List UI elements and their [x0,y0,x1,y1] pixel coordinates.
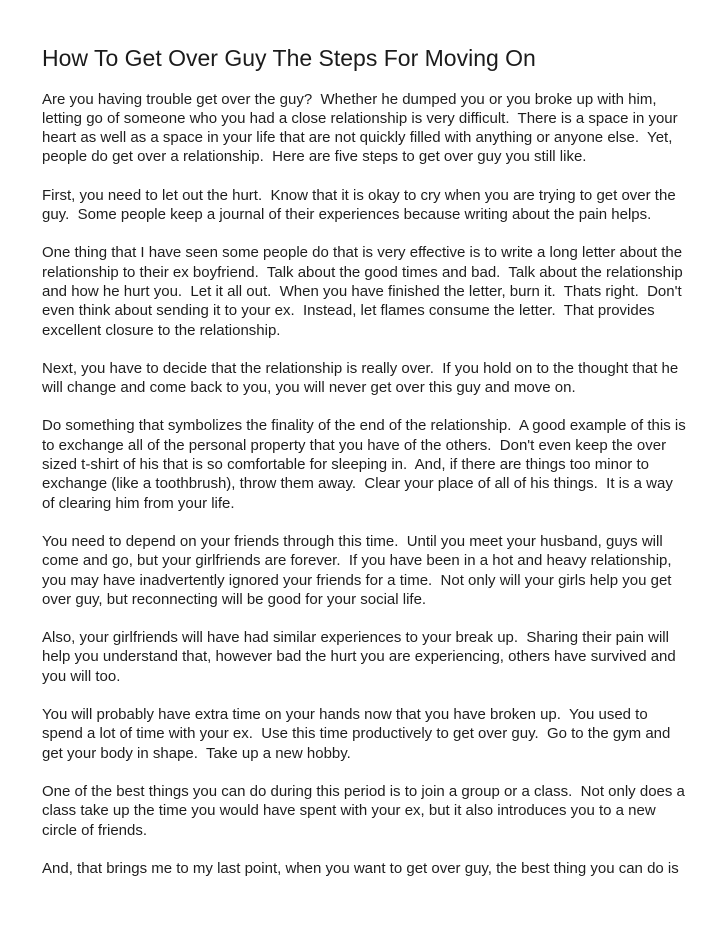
paragraph: You will probably have extra time on your hands now that you have broken up. You used to spend a lot of time with your ex. Use this time productively to get over guy. Go to the gym and get your body in shape. Take up a new hobby. [42,706,675,762]
paragraph: Do something that symbolizes the finality of the end of the relationship. A good example of this is to exchange all of the personal property that you have of the others. Don't even keep the over sized t-shirt of his that is so comfortable for sleeping in. And, if there are things too minor to exchange (like a toothbrush), throw them away. Clear your place of all of his things. It is a way of clearing him from your life. [42,417,690,512]
paragraph: Next, you have to decide that the relationship is really over. If you hold on to the thought that he will change and come back to you, you will never get over this guy and move on. [42,359,683,397]
paragraph: One of the best things you can do during this period is to join a group or a class. Not only does a class take up the time you would have spent with your ex, but it also introduces you to a new circle of friends. [42,782,690,839]
paragraph: Also, your girlfriends will have had similar experiences to your break up. Sharing their pain will help you understand that, however bad the hurt you are experiencing, others have survived and you will too. [42,629,680,685]
paragraph: And, that brings me to my last point, when you want to get over guy, the best thing you can do is [42,859,679,877]
paragraph: Are you having trouble get over the guy? Whether he dumped you or you broke up with him, letting go of someone who you had a close relationship is very difficult. There is a space in your heart as well as a space in your life that are not quickly filled with anything or anyone else. Yet, people do get over a relationship. Here are five steps to get over guy you still like. [42,90,682,166]
page-title: How To Get Over Guy The Steps For Moving On [42,45,536,71]
paragraph: You need to depend on your friends through this time. Until you meet your husband, guys will come and go, but your girlfriends are forever. If you have been in a hot and heavy relationship, you may have inadvertently ignored your friends for a time. Not only will your girls help you get over guy, but reconnecting will be good for your social life. [42,532,676,608]
paragraph: First, you need to let out the hurt. Know that it is okay to cry when you are trying to get over the guy. Some people keep a journal of their experiences because writing about the pain helps. [42,186,680,224]
paragraph: One thing that I have seen some people do that is very effective is to write a long letter about the relationship to their ex boyfriend. Talk about the good times and bad. Talk about the relationship and how he hurt you. Let it all out. When you have finished the letter, burn it. Thats right. Don't even think about sending it to your ex. Instead, let flames consume the letter. That provides excellent closure to the relationship. [42,244,687,339]
